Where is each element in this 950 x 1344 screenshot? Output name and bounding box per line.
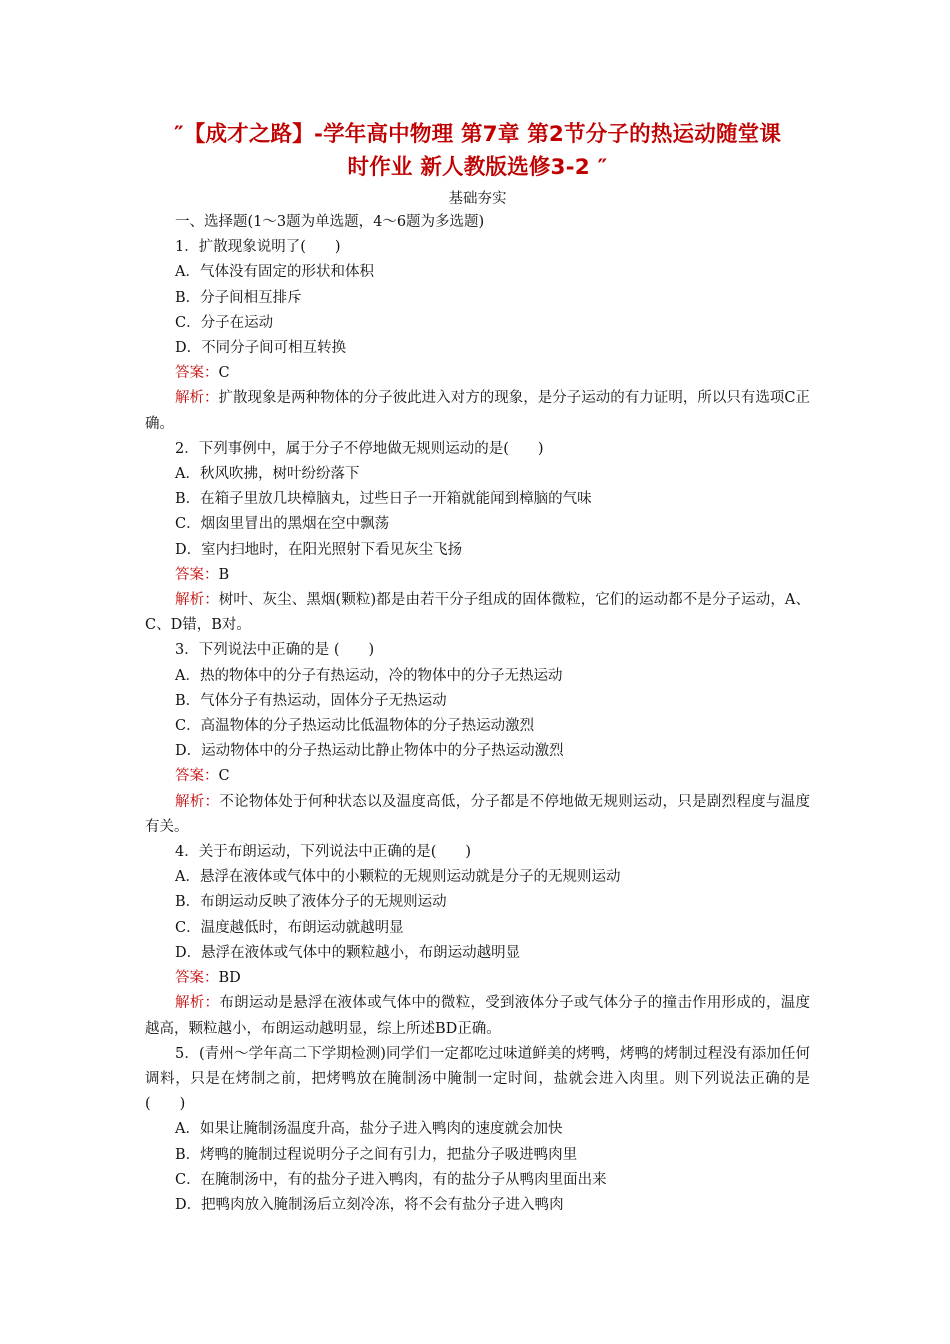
answer-label: 答案： bbox=[175, 768, 219, 785]
option-b: B．分子间相互排斥 bbox=[175, 289, 302, 306]
option-c: C．在腌制汤中，有的盐分子进入鸭肉，有的盐分子从鸭肉里面出来 bbox=[175, 1171, 607, 1188]
analysis-label: 解析： bbox=[175, 995, 220, 1012]
answer-line bbox=[145, 764, 810, 789]
option-a: A．秋风吹拂，树叶纷纷落下 bbox=[175, 466, 360, 483]
title-line-1: ″【成才之路】-学年高中物理 第7章 第2节分子的热运动随堂课 bbox=[173, 122, 782, 147]
question-stem: 1．扩散现象说明了( ) bbox=[175, 239, 341, 256]
option-c: C．烟囱里冒出的黑烟在空中飘荡 bbox=[175, 516, 390, 533]
option-d: D．把鸭肉放入腌制汤后立刻冷冻，将不会有盐分子进入鸭肉 bbox=[175, 1196, 564, 1213]
title-line-2: 时作业 新人教版选修3-2 ″ bbox=[347, 155, 608, 180]
question-stem: 3．下列说法中正确的是 ( ) bbox=[175, 642, 375, 659]
question-5 bbox=[145, 1042, 810, 1218]
option-a: A．如果让腌制汤温度升高，盐分子进入鸭肉的速度就会加快 bbox=[175, 1121, 563, 1138]
answer-line bbox=[145, 966, 810, 991]
option-d: D．运动物体中的分子热运动比静止物体中的分子热运动激烈 bbox=[175, 743, 564, 760]
question-1 bbox=[145, 235, 810, 437]
option-c: C．分子在运动 bbox=[175, 314, 274, 331]
answer-label: 答案： bbox=[175, 365, 219, 382]
option-d: D．不同分子间可相互转换 bbox=[175, 340, 347, 357]
document-page bbox=[145, 118, 810, 1218]
option-d: D．室内扫地时，在阳光照射下看见灰尘飞扬 bbox=[175, 541, 463, 558]
answer-value: C bbox=[218, 365, 230, 382]
option-c: C．温度越低时，布朗运动就越明显 bbox=[175, 919, 404, 936]
analysis-paragraph bbox=[145, 991, 810, 1041]
analysis-text: 扩散现象是两种物体的分子彼此进入对方的现象，是分子运动的有力证明，所以只有选项C正确。 bbox=[145, 390, 810, 432]
answer-label: 答案： bbox=[175, 970, 219, 987]
option-b: B．布朗运动反映了液体分子的无规则运动 bbox=[175, 894, 447, 911]
analysis-text: 布朗运动是悬浮在液体或气体中的微粒，受到液体分子或气体分子的撞击作用形成的，温度越高，颗粒越小，布朗运动越明显，综上所述BD正确。 bbox=[145, 995, 811, 1037]
question-4 bbox=[145, 840, 810, 1042]
analysis-label: 解析： bbox=[175, 793, 220, 810]
answer-value: B bbox=[218, 566, 230, 583]
analysis-paragraph bbox=[145, 588, 810, 638]
analysis-text: 不论物体处于何种状态以及温度高低，分子都是不停地做无规则运动，只是剧烈程度与温度有关。 bbox=[145, 793, 811, 835]
question-list bbox=[145, 235, 810, 1218]
answer-line bbox=[145, 563, 810, 588]
option-b: B．气体分子有热运动，固体分子无热运动 bbox=[175, 692, 447, 709]
analysis-text: 树叶、灰尘、黑烟(颗粒)都是由若干分子组成的固体微粒，它们的运动都不是分子运动，A、C、D错，B对。 bbox=[145, 592, 810, 634]
option-b: B．在箱子里放几块樟脑丸，过些日子一开箱就能闻到樟脑的气味 bbox=[175, 491, 592, 508]
question-3 bbox=[145, 638, 810, 840]
option-a: A．悬浮在液体或气体中的小颗粒的无规则运动就是分子的无规则运动 bbox=[175, 869, 621, 886]
analysis-label: 解析： bbox=[175, 592, 219, 609]
question-2 bbox=[145, 437, 810, 639]
answer-label: 答案： bbox=[175, 566, 219, 583]
question-stem: 4．关于布朗运动，下列说法中正确的是( ) bbox=[175, 844, 472, 861]
section-subtitle: 基础夯实 bbox=[448, 191, 507, 207]
answer-line bbox=[145, 361, 810, 386]
analysis-paragraph bbox=[145, 386, 810, 436]
option-c: C．高温物体的分子热运动比低温物体的分子热运动激烈 bbox=[175, 718, 535, 735]
option-a: A．热的物体中的分子有热运动，冷的物体中的分子无热运动 bbox=[175, 667, 563, 684]
question-stem: 2．下列事例中，属于分子不停地做无规则运动的是( ) bbox=[175, 440, 544, 457]
option-b: B．烤鸭的腌制过程说明分子之间有引力，把盐分子吸进鸭肉里 bbox=[175, 1146, 578, 1163]
document-title bbox=[145, 118, 810, 184]
analysis-label: 解析： bbox=[175, 390, 219, 407]
answer-value: C bbox=[218, 768, 230, 785]
analysis-paragraph bbox=[145, 790, 810, 840]
answer-value: BD bbox=[218, 970, 241, 987]
option-a: A．气体没有固定的形状和体积 bbox=[175, 264, 374, 281]
option-d: D．悬浮在液体或气体中的颗粒越小，布朗运动越明显 bbox=[175, 944, 521, 961]
question-stem: 5．(青州～学年高二下学期检测)同学们一定都吃过味道鲜美的烤鸭，烤鸭的烤制过程没有添加任何调料，只是在烤制之前，把烤鸭放在腌制汤中腌制一定时间，盐就会进入肉里。则下列说法正确的是( ) bbox=[145, 1045, 810, 1113]
section-heading: 一、选择题(1～3题为单选题，4～6题为多选题) bbox=[175, 214, 485, 230]
